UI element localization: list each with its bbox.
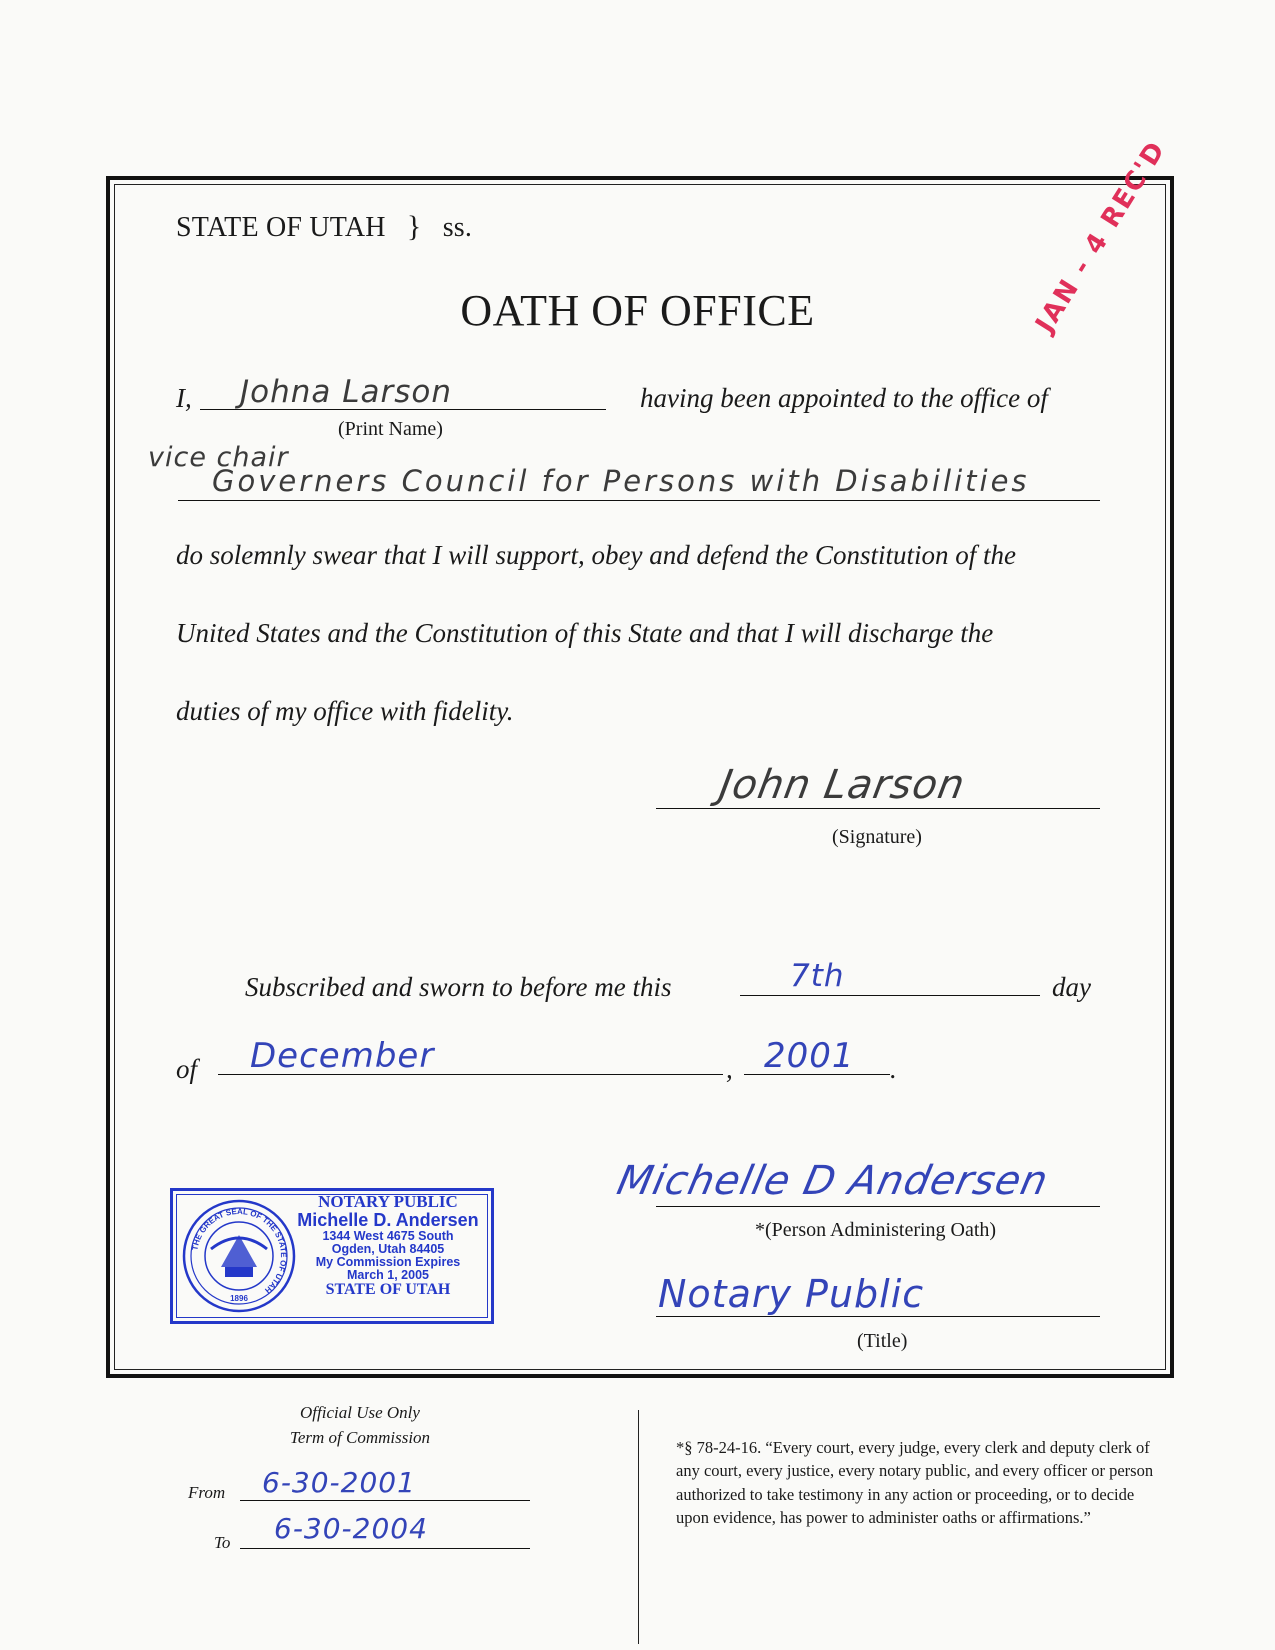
administrator-caption: *(Person Administering Oath) <box>755 1219 997 1241</box>
oath-line-1: do solemnly swear that I will support, obey and defend the Constitution of the <box>176 540 1016 570</box>
oath-line-3: duties of my office with fidelity. <box>176 696 514 726</box>
appointee-signature: John Larson <box>715 762 969 808</box>
of-word: of <box>176 1054 198 1084</box>
i-prefix: I, <box>176 383 192 413</box>
from-line <box>240 1500 530 1501</box>
title-value: Notary Public <box>658 1272 925 1316</box>
footer-divider <box>638 1410 639 1644</box>
day-line <box>740 995 1040 996</box>
seal-expires: March 1, 2005 <box>347 1268 429 1283</box>
office-note: vice chair <box>148 442 289 473</box>
seal-address-1: 1344 West 4675 South <box>322 1228 454 1243</box>
administrator-line <box>656 1206 1100 1207</box>
page-title: OATH OF OFFICE <box>460 286 815 335</box>
seal-year: 1896 <box>230 1294 248 1303</box>
seal-commission: My Commission Expires <box>315 1254 461 1269</box>
term-heading: Term of Commission <box>289 1428 431 1447</box>
appointed-text: having been appointed to the office of <box>640 383 1048 413</box>
seal-ring-text: THE GREAT SEAL OF THE STATE OF UTAH <box>190 1206 289 1295</box>
received-stamp: JAN - 4 REC'D <box>1030 135 1173 338</box>
comma: , <box>726 1054 733 1084</box>
print-name-caption: (Print Name) <box>338 418 443 440</box>
from-value: 6-30-2001 <box>262 1466 416 1499</box>
print-name-value: Johna Larson <box>240 374 453 410</box>
seal-heading: NOTARY PUBLIC <box>318 1192 458 1211</box>
oath-line-2: United States and the Constitution of this State and that I will discharge the <box>176 618 994 648</box>
to-value: 6-30-2004 <box>274 1512 428 1545</box>
statute-note: *§ 78-24-16. “Every court, every judge, every clerk and deputy clerk of any court, every justice, every notary public, and every officer or person authorized to take testimony in any action or proceeding, or to decide upon evidence, has power to administer oaths or affirmations.” <box>676 1438 1154 1528</box>
ss-label: ss. <box>442 212 473 243</box>
title-caption: (Title) <box>857 1330 908 1352</box>
seal-name: Michelle D. Andersen <box>297 1209 479 1230</box>
day-word: day <box>1052 972 1091 1002</box>
state-brace: } <box>406 210 422 243</box>
subscribed-text: Subscribed and sworn to before me this <box>245 972 672 1002</box>
office-line <box>178 500 1100 501</box>
to-line <box>240 1548 530 1549</box>
state-header <box>176 210 472 244</box>
notary-seal <box>170 1188 494 1324</box>
official-use-heading: Official Use Only <box>300 1403 420 1422</box>
seal-state: STATE OF UTAH <box>325 1281 451 1299</box>
administrator-signature: Michelle D Andersen <box>613 1158 1053 1204</box>
period: . <box>890 1054 897 1084</box>
seal-address-2: Ogden, Utah 84405 <box>331 1241 445 1256</box>
title-line <box>656 1316 1100 1317</box>
from-label: From <box>188 1483 226 1502</box>
signature-caption: (Signature) <box>832 826 922 848</box>
month-value: December <box>250 1036 435 1076</box>
year-value: 2001 <box>764 1036 855 1076</box>
to-label: To <box>214 1533 231 1552</box>
day-value: 7th <box>790 958 845 994</box>
signature-line <box>656 808 1100 809</box>
office-value: Governers Council for Persons with Disabilities <box>212 464 1030 498</box>
state-name: STATE OF UTAH <box>176 212 386 243</box>
svg-text:THE GREAT SEAL OF THE STATE OF <box>190 1207 288 1295</box>
